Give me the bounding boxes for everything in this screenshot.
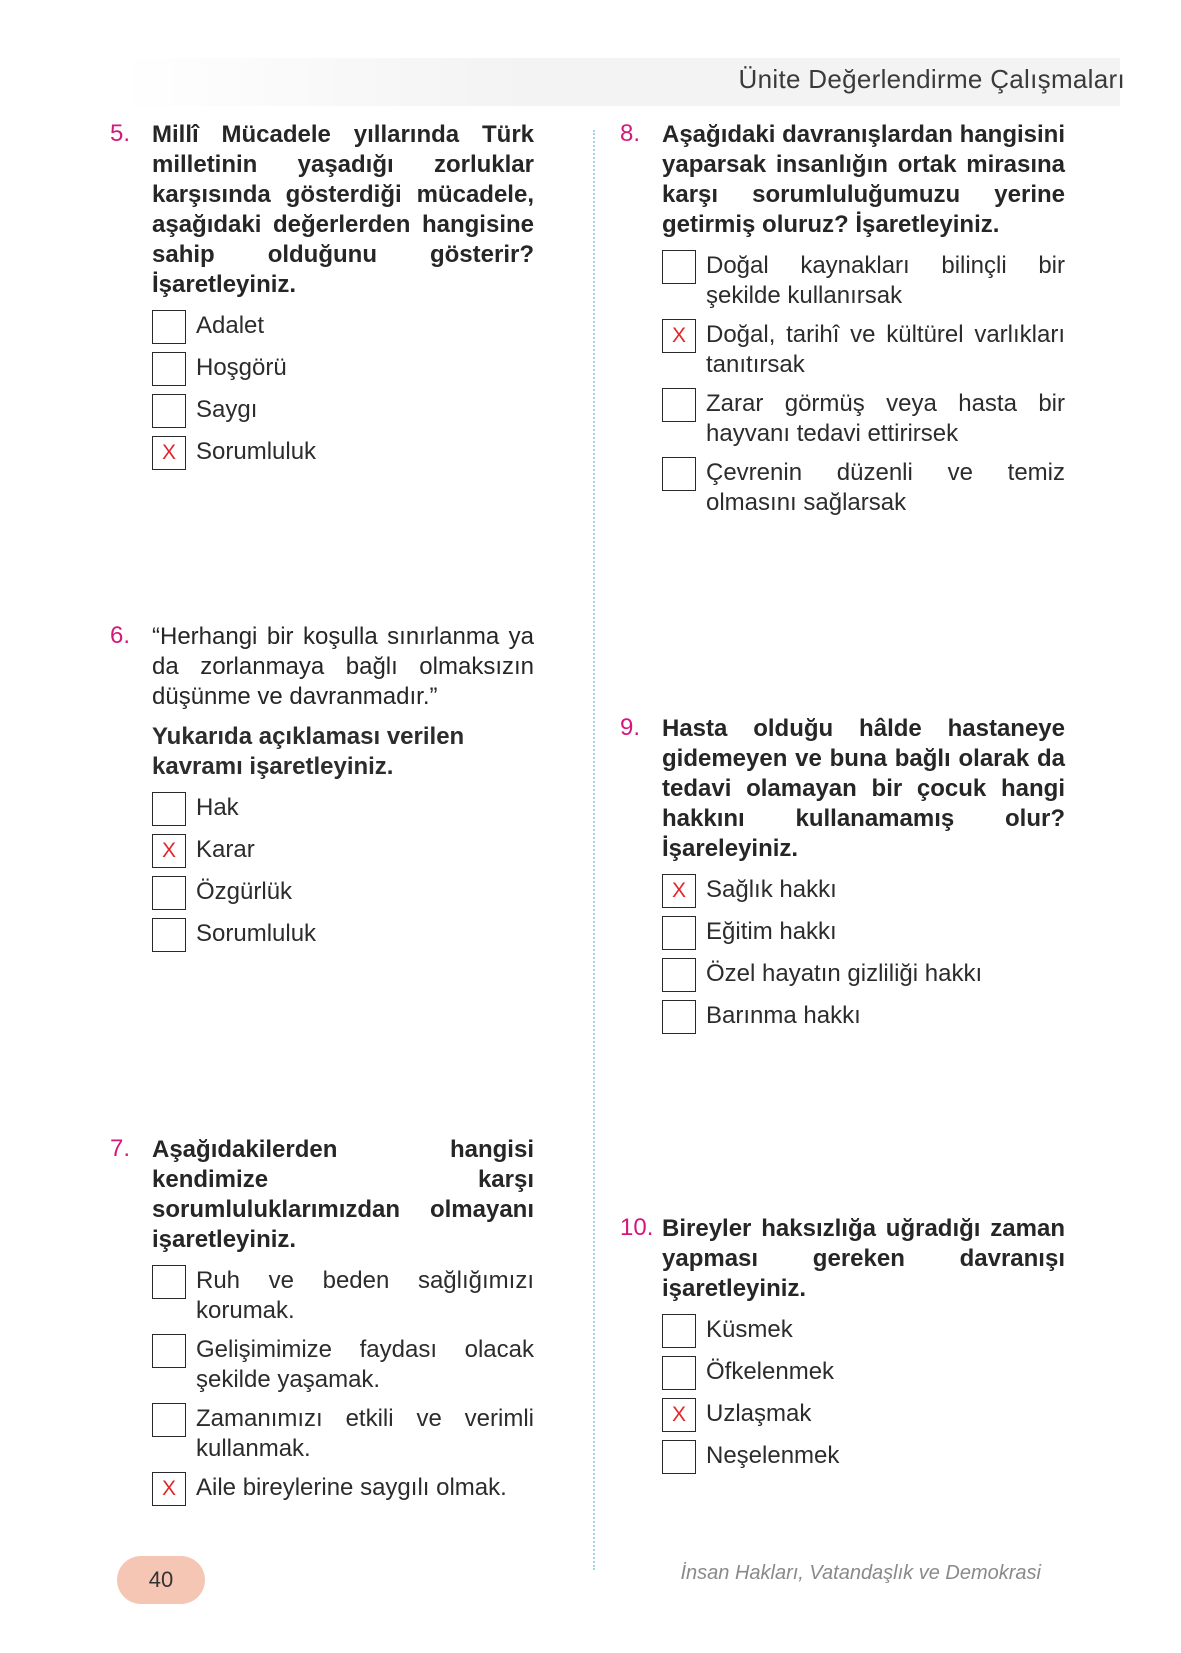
option-list bbox=[152, 1265, 534, 1506]
option-a[interactable] bbox=[152, 792, 534, 826]
checkbox[interactable] bbox=[152, 1403, 186, 1437]
option-label: Saygı bbox=[196, 396, 258, 423]
page-number: 40 bbox=[117, 1556, 205, 1604]
checkbox[interactable] bbox=[662, 874, 696, 908]
option-c[interactable] bbox=[152, 1403, 534, 1464]
option-list bbox=[152, 792, 534, 952]
checkbox[interactable] bbox=[152, 918, 186, 952]
option-a[interactable] bbox=[152, 1265, 534, 1326]
x-mark: X bbox=[671, 1403, 686, 1426]
option-d[interactable] bbox=[152, 436, 534, 470]
option-label: Zarar görmüş veya hasta bir hayvanı tedavi ettirirsek bbox=[706, 390, 1065, 447]
checkbox[interactable] bbox=[662, 1440, 696, 1474]
option-label: Küsmek bbox=[706, 1316, 793, 1343]
page-header-title: Ünite Değerlendirme Çalışmaları bbox=[738, 64, 1125, 94]
question-5 bbox=[110, 120, 534, 478]
option-label: Aile bireylerine saygılı olmak. bbox=[196, 1474, 507, 1501]
checkbox[interactable] bbox=[662, 250, 696, 284]
option-label: Gelişimimize faydası olacak şekilde yaşamak. bbox=[196, 1336, 534, 1393]
checkbox[interactable] bbox=[662, 319, 696, 353]
option-label: Neşelenmek bbox=[706, 1442, 840, 1469]
option-list bbox=[152, 310, 534, 470]
option-b[interactable] bbox=[662, 916, 1065, 950]
option-label: Çevrenin düzenli ve temiz olmasını sağlarsak bbox=[706, 459, 1065, 516]
x-mark: X bbox=[161, 1477, 176, 1500]
option-d[interactable] bbox=[662, 1000, 1065, 1034]
checkbox[interactable] bbox=[152, 876, 186, 910]
option-d[interactable] bbox=[662, 1440, 1065, 1474]
option-list bbox=[662, 250, 1065, 518]
question-9 bbox=[620, 714, 1065, 1042]
question-8 bbox=[620, 120, 1065, 526]
checkbox[interactable] bbox=[152, 310, 186, 344]
option-b[interactable] bbox=[662, 1356, 1065, 1390]
option-label: Özel hayatın gizliliği hakkı bbox=[706, 960, 983, 987]
option-label: Barınma hakkı bbox=[706, 1002, 861, 1029]
option-label: Sorumluluk bbox=[196, 438, 317, 465]
option-label: Öfkelenmek bbox=[706, 1358, 835, 1385]
question-number: 9. bbox=[620, 714, 641, 741]
question-text: Bireyler haksızlığa uğradığı zaman yapması gereken davranışı işaretleyiniz. bbox=[662, 1215, 1065, 1302]
option-label: Uzlaşmak bbox=[706, 1400, 812, 1427]
option-c[interactable] bbox=[662, 958, 1065, 992]
option-label: Karar bbox=[196, 836, 255, 863]
book-title: İnsan Hakları, Vatandaşlık ve Demokrasi bbox=[680, 1562, 1041, 1584]
checkbox[interactable] bbox=[152, 1472, 186, 1506]
x-mark: X bbox=[161, 839, 176, 862]
checkbox[interactable] bbox=[662, 958, 696, 992]
option-label: Doğal kaynakları bilinçli bir şekilde kullanırsak bbox=[706, 252, 1065, 309]
question-text: Millî Mücadele yıllarında Türk milletinin yaşadığı zorluklar karşısında gösterdiği mücadele, aşağıdaki değerlerden hangisine sahip olduğunu gösterir? İşaretleyiniz. bbox=[152, 121, 534, 298]
checkbox[interactable] bbox=[662, 1000, 696, 1034]
option-label: Özgürlük bbox=[196, 878, 293, 905]
option-c[interactable] bbox=[662, 388, 1065, 449]
option-label: Ruh ve beden sağlığımızı korumak. bbox=[196, 1267, 534, 1324]
option-label: Sorumluluk bbox=[196, 920, 317, 947]
question-number: 7. bbox=[110, 1135, 131, 1162]
option-label: Doğal, tarihî ve kültürel varlıkları tanıtırsak bbox=[706, 321, 1065, 378]
option-label: Hoşgörü bbox=[196, 354, 287, 381]
option-d[interactable] bbox=[152, 1472, 534, 1506]
checkbox[interactable] bbox=[662, 388, 696, 422]
option-b[interactable] bbox=[152, 834, 534, 868]
option-a[interactable] bbox=[662, 250, 1065, 311]
question-number: 6. bbox=[110, 622, 131, 649]
x-mark: X bbox=[161, 441, 176, 464]
checkbox[interactable] bbox=[152, 834, 186, 868]
column-divider bbox=[593, 130, 595, 1570]
checkbox[interactable] bbox=[662, 457, 696, 491]
checkbox[interactable] bbox=[662, 1356, 696, 1390]
option-d[interactable] bbox=[152, 918, 534, 952]
option-list bbox=[662, 1314, 1065, 1474]
question-text: Aşağıdakilerden hangisi kendimize karşı sorumluluklarımızdan olmayanı işaretleyiniz. bbox=[152, 1136, 534, 1253]
question-7 bbox=[110, 1135, 534, 1514]
option-a[interactable] bbox=[662, 874, 1065, 908]
checkbox[interactable] bbox=[152, 1334, 186, 1368]
checkbox[interactable] bbox=[152, 394, 186, 428]
question-number: 8. bbox=[620, 120, 641, 147]
option-b[interactable] bbox=[662, 319, 1065, 380]
x-mark: X bbox=[671, 879, 686, 902]
checkbox[interactable] bbox=[152, 1265, 186, 1299]
checkbox[interactable] bbox=[152, 792, 186, 826]
question-text: Aşağıdaki davranışlardan hangisini yaparsak insanlığın ortak mirasına karşı sorumluluğumuzu yerine getirmiş oluruz? İşaretleyiniz. bbox=[662, 121, 1065, 238]
option-b[interactable] bbox=[152, 352, 534, 386]
option-a[interactable] bbox=[662, 1314, 1065, 1348]
question-text: Yukarıda açıklaması verilen kavramı işaretleyiniz. bbox=[152, 723, 465, 780]
question-number: 10. bbox=[620, 1214, 654, 1241]
option-d[interactable] bbox=[662, 457, 1065, 518]
question-6 bbox=[110, 622, 534, 960]
question-quote: “Herhangi bir koşulla sınırlanma ya da zorlanmaya bağlı olmaksızın düşünme ve davranmadır.” bbox=[152, 623, 534, 710]
option-label: Zamanımızı etkili ve verimli kullanmak. bbox=[196, 1405, 534, 1462]
question-text: Hasta olduğu hâlde hastaneye gidemeyen ve buna bağlı olarak da tedavi olamayan bir çocuk hangi hakkını kullanamamış olur? İşareleyiniz. bbox=[662, 715, 1065, 862]
checkbox[interactable] bbox=[662, 1314, 696, 1348]
option-b[interactable] bbox=[152, 1334, 534, 1395]
option-label: Sağlık hakkı bbox=[706, 876, 837, 903]
option-a[interactable] bbox=[152, 310, 534, 344]
checkbox[interactable] bbox=[152, 352, 186, 386]
x-mark: X bbox=[671, 324, 686, 347]
option-label: Eğitim hakkı bbox=[706, 918, 837, 945]
option-c[interactable] bbox=[152, 394, 534, 428]
option-list bbox=[662, 874, 1065, 1034]
question-number: 5. bbox=[110, 120, 131, 147]
option-c[interactable] bbox=[152, 876, 534, 910]
checkbox[interactable] bbox=[662, 1398, 696, 1432]
checkbox[interactable] bbox=[662, 916, 696, 950]
checkbox[interactable] bbox=[152, 436, 186, 470]
option-c[interactable] bbox=[662, 1398, 1065, 1432]
option-label: Hak bbox=[196, 794, 239, 821]
question-10 bbox=[620, 1214, 1065, 1482]
option-label: Adalet bbox=[196, 312, 265, 339]
